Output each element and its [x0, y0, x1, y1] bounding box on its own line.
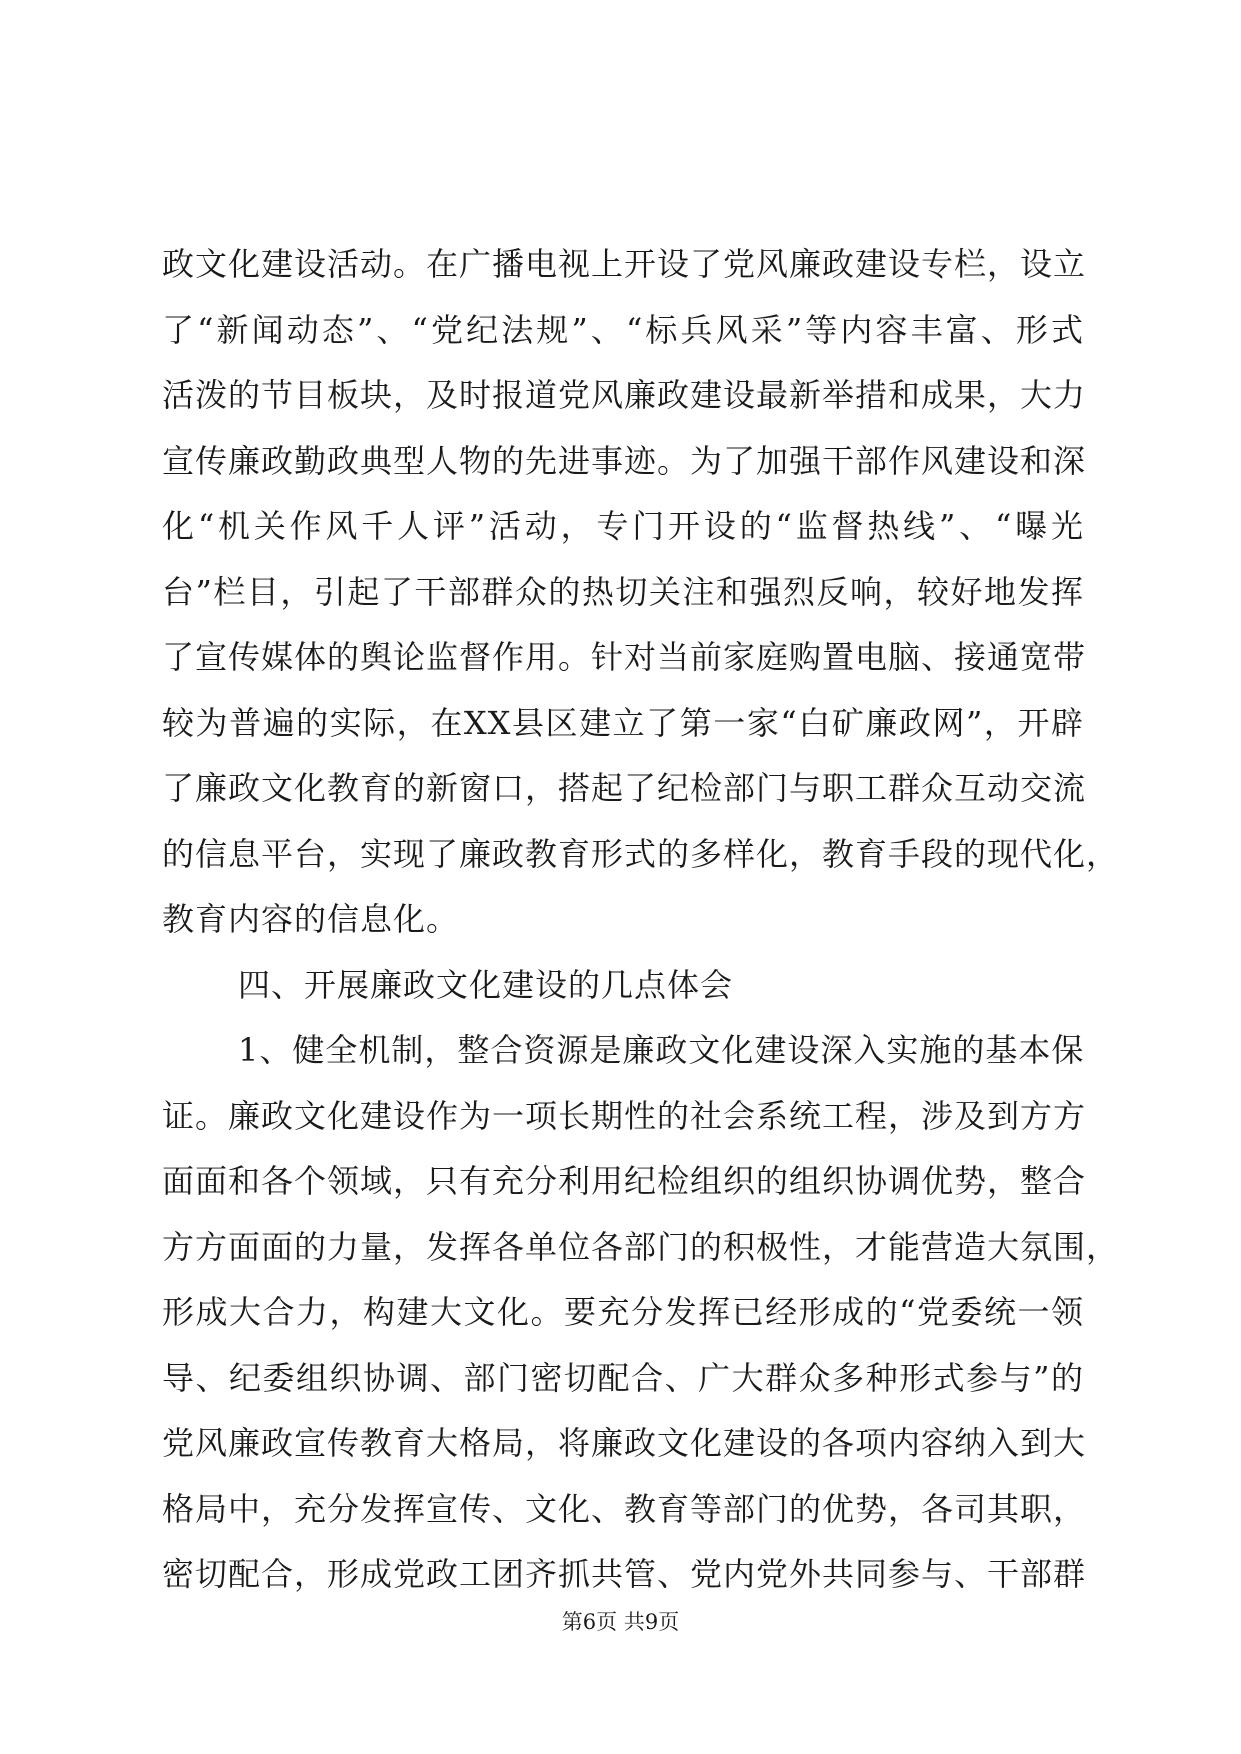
- text-line: 台”栏目，引起了干部群众的热切关注和强烈反响，较好地发挥: [162, 572, 1084, 611]
- body-text: [162, 232, 1120, 1608]
- text-line: 了“新闻动态”、“党纪法规”、“标兵风采”等内容丰富、形式: [162, 310, 1084, 349]
- text-line: 化“机关作风千人评”活动，专门开设的“监督热线”、“曝光: [162, 507, 1084, 545]
- text-line: 方方面面的力量，发挥各单位各部门的积极性，才能营造大氛围，: [162, 1227, 1120, 1266]
- text-line: 了宣传媒体的舆论监督作用。针对当前家庭购置电脑、接通宽带: [162, 638, 1087, 676]
- section-heading: 四、开展廉政文化建设的几点体会: [238, 965, 734, 1004]
- text-line: 较为普遍的实际，在XX县区建立了第一家“白矿廉政网”，开辟: [162, 703, 1084, 742]
- text-line: 证。廉政文化建设作为一项长期性的社会系统工程，涉及到方方: [162, 1096, 1087, 1135]
- text-line: 政文化建设活动。在广播电视上开设了党风廉政建设专栏，设立: [162, 245, 1087, 283]
- text-line: 教育内容的信息化。: [162, 900, 460, 938]
- text-line: 面面和各个领域，只有充分利用纪检组织的组织协调优势，整合: [162, 1162, 1087, 1200]
- text-line: 的信息平台，实现了廉政教育形式的多样化，教育手段的现代化，: [162, 834, 1120, 873]
- text-line: 导、纪委组织协调、部门密切配合、广大群众多种形式参与”的: [162, 1358, 1084, 1397]
- text-line: 活泼的节目板块，及时报道党风廉政建设最新举措和成果，大力: [162, 376, 1087, 414]
- page-number-footer: 第6页 共9页: [561, 1610, 680, 1634]
- text-line: 形成大合力，构建大文化。要充分发挥已经形成的“党委统一领: [162, 1293, 1084, 1331]
- text-line: 密切配合，形成党政工团齐抓共管、党内党外共同参与、干部群: [162, 1555, 1087, 1593]
- text-line: 党风廉政宣传教育大格局，将廉政文化建设的各项内容纳入到大: [162, 1424, 1087, 1462]
- text-line: 1、健全机制，整合资源是廉政文化建设深入实施的基本保: [238, 1031, 1085, 1069]
- text-line: 格局中，充分发挥宣传、文化、教育等部门的优势，各司其职，: [162, 1489, 1087, 1528]
- text-line: 了廉政文化教育的新窗口，搭起了纪检部门与职工群众互动交流: [162, 769, 1087, 807]
- text-line: 宣传廉政勤政典型人物的先进事迹。为了加强干部作风建设和深: [162, 441, 1087, 480]
